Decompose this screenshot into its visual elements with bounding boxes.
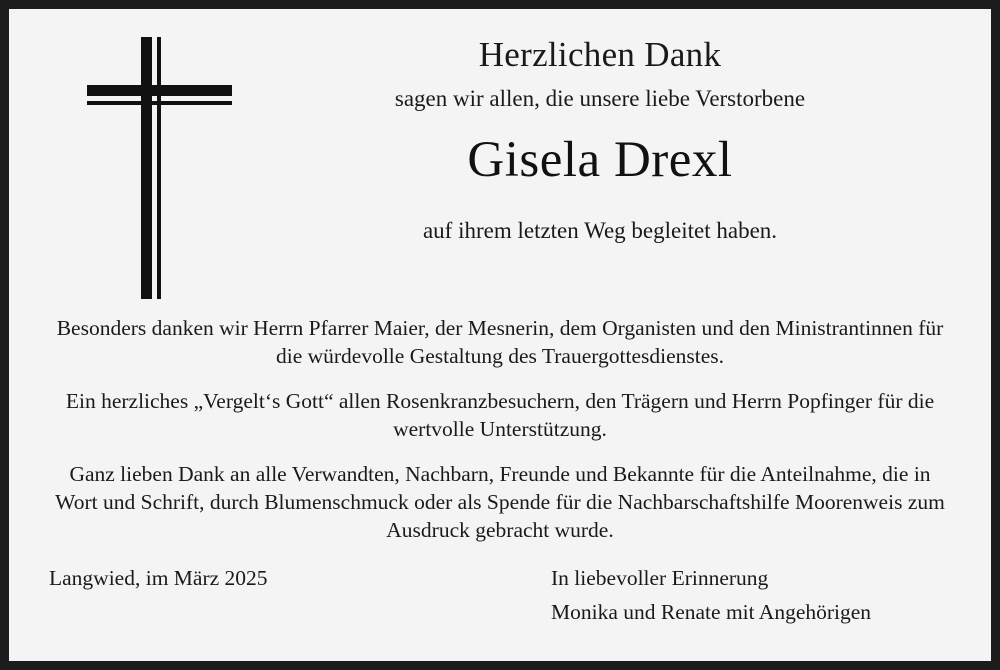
cross-horizontal-bar-thin [87, 101, 232, 105]
cross-vertical-bar [141, 37, 152, 299]
cross-icon [87, 37, 232, 299]
notice-subtitle: sagen wir allen, die unsere liebe Verstorbene [394, 86, 806, 111]
notice-inner [9, 9, 991, 661]
signature-block [551, 561, 951, 629]
thanks-paragraph: Ganz lieben Dank an alle Verwandten, Nachbarn, Freunde und Bekannte für die Anteilnahme, die in Wort und Schrift, durch Blumenschmuck oder als Spende für die Nachbarschaftshilfe Moorenweis zum Ausdruck gebracht wurde. [55, 462, 945, 542]
deceased-name: Gisela Drexl [467, 132, 733, 188]
thanks-paragraph: Ein herzliches „Vergelt‘s Gott“ allen Rosenkranzbesuchern, den Trägern und Herrn Popfinger für die wertvolle Unterstützung. [65, 389, 935, 441]
header-block [239, 33, 961, 247]
place-and-date: Langwied, im März 2025 [49, 566, 268, 590]
notice-after-name-line: auf ihrem letzten Weg begleitet haben. [422, 218, 778, 243]
closing-line: In liebevoller Erinnerung [551, 566, 769, 590]
body-block [49, 314, 951, 544]
thanks-paragraph: Besonders danken wir Herrn Pfarrer Maier, der Mesnerin, dem Organisten und den Ministrantinnen für die würdevolle Gestaltung des Trauergottesdienstes. [56, 316, 944, 368]
signature-line: Monika und Renate mit Angehörigen [551, 600, 872, 624]
cross-vertical-bar-thin [157, 37, 161, 299]
footer [49, 561, 951, 629]
notice-title: Herzlichen Dank [478, 35, 722, 74]
cross-horizontal-bar [87, 85, 232, 96]
